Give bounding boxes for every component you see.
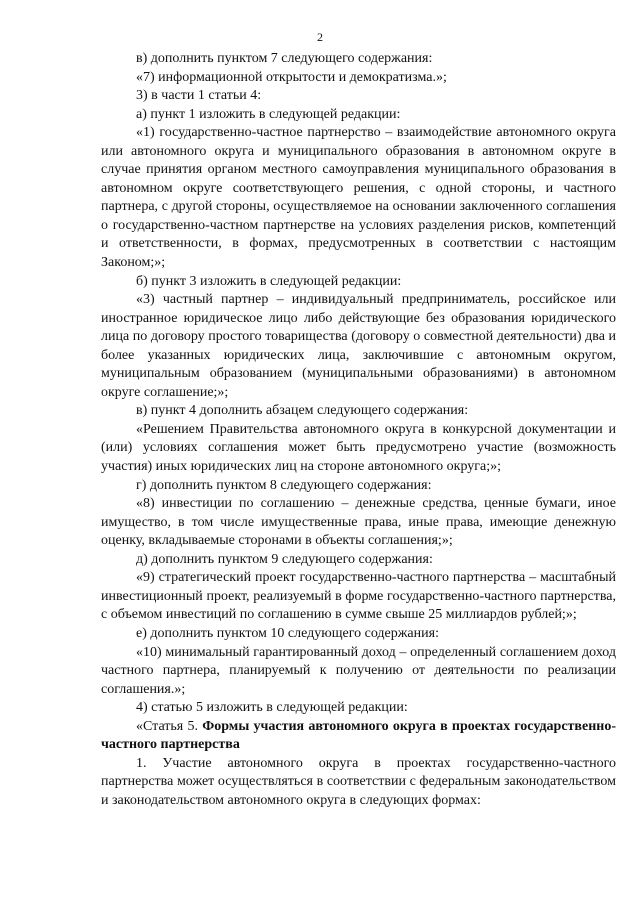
paragraph: «3) частный партнер – индивидуальный предприниматель, российское или иностранное юридическое лицо либо действующие без образования юридического лица по договору простого товарищества (договору о совместной деятельности) два и более указанных юридических лица, заключившие с автономным округом, муниципальным образованием (муниципальными образованиями) в автономном округе соглашение;»; [101, 292, 616, 400]
paragraph: в) дополнить пунктом 7 следующего содержания: [136, 51, 433, 66]
paragraph: д) дополнить пунктом 9 следующего содержания: [136, 551, 433, 567]
paragraph: в) пункт 4 дополнить абзацем следующего содержания: [136, 403, 469, 419]
paragraph: б) пункт 3 изложить в следующей редакции: [136, 273, 402, 289]
paragraph: «7) информационной открытости и демократизма.»; [136, 69, 447, 85]
paragraph: «9) стратегический проект государственно-частного партнерства – масштабный инвестиционный проект, реализуемый в форме государственно-частного партнерства, с объемом инвестиций по соглашению в сумме свыше 25 миллиардов рублей;»; [101, 570, 616, 623]
page-number: 2 [317, 30, 323, 44]
paragraph: г) дополнить пунктом 8 следующего содержания: [136, 477, 432, 493]
paragraph: 4) статью 5 изложить в следующей редакции: [136, 700, 408, 716]
article-title: Формы участия автономного округа в проектах государственно-частного партнерства [101, 718, 616, 753]
paragraph: «8) инвестиции по соглашению – денежные средства, ценные бумаги, иное имущество, в том числе имущественные права, иные права, имеющие денежную оценку, вкладываемые сторонами в объекты соглашения;»; [101, 496, 616, 549]
paragraph: а) пункт 1 изложить в следующей редакции: [136, 106, 401, 122]
article-prefix: «Статья 5. [136, 718, 203, 734]
paragraph: «1) государственно-частное партнерство – взаимодействие автономного округа или автономного округа и муниципального образования в автономном округе в случае принятия органом местного самоуправления муниципального образования в автономном округе соответствующего решения, с одной стороны, и частного партнера, с другой стороны, осуществляемое на основании заключенного соглашения о государственно-частном партнерстве на условиях разделения рисков, компетенций и ответственности, в формах, предусмотренных в соответствии с настоящим Законом;»; [101, 125, 616, 271]
paragraph: «10) минимальный гарантированный доход – определенный соглашением доход частного партнера, планируемый к получению от деятельности по реализации соглашения.»; [101, 644, 616, 697]
paragraph: 1. Участие автономного округа в проектах государственно-частного партнерства может осуществляться в соответствии с федеральным законодательством и законодательством автономного округа в следующих формах: [101, 755, 616, 808]
article-heading [101, 718, 616, 755]
paragraph: 3) в части 1 статьи 4: [136, 88, 262, 104]
paragraph: «Решением Правительства автономного округа в конкурсной документации и (или) условиях соглашения может быть предусмотрено участие (возможность участия) иных юридических лиц на стороне автономного округа;»; [101, 421, 616, 475]
paragraph: е) дополнить пунктом 10 следующего содержания: [136, 625, 439, 641]
document-body [101, 50, 616, 810]
